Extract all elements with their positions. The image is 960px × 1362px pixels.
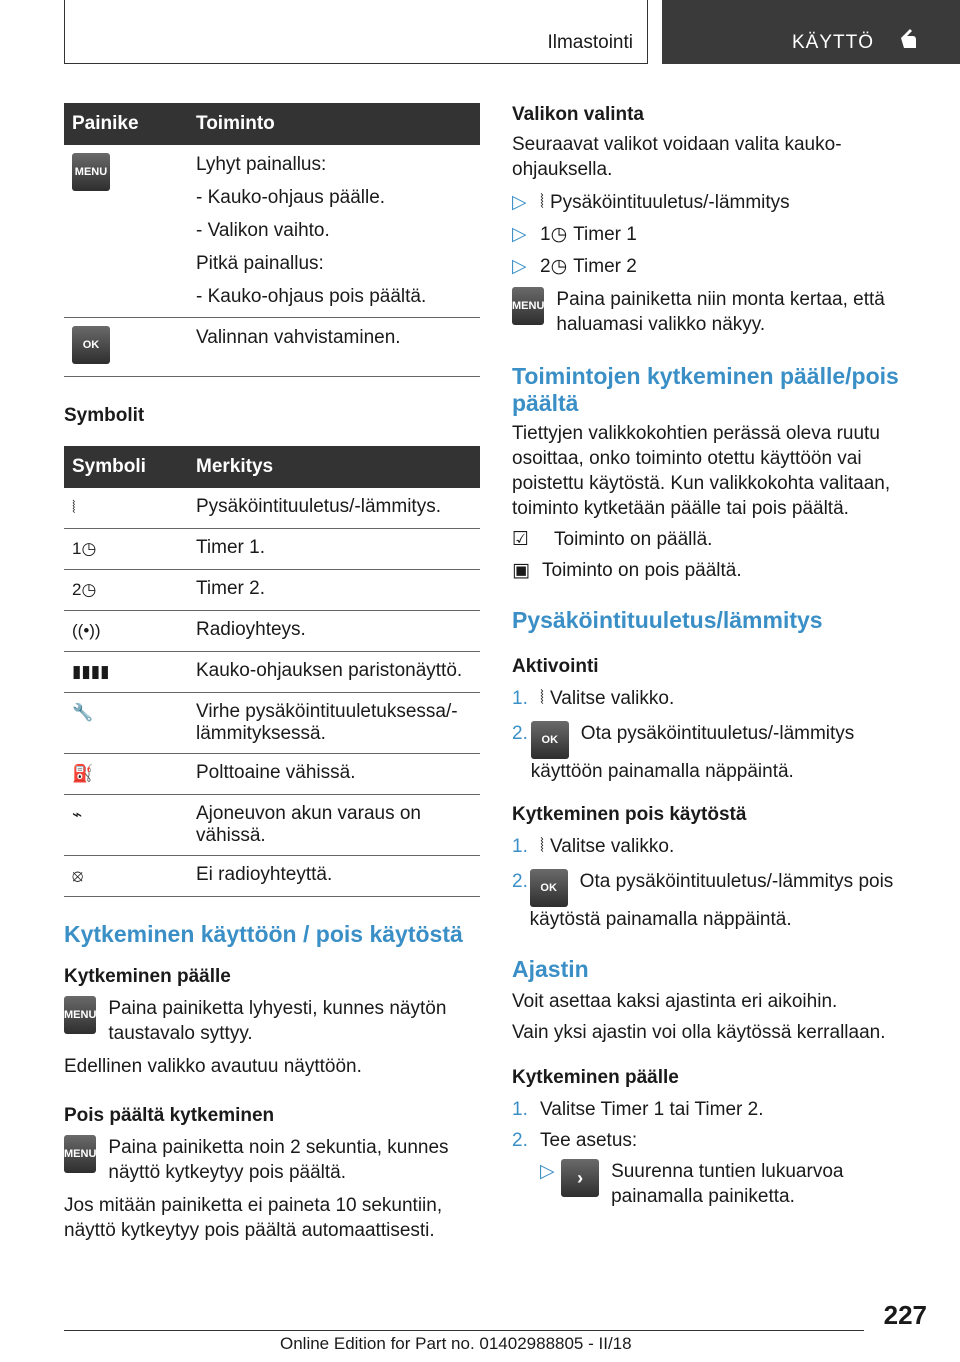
instruction-text: Paina painiketta noin 2 sekuntia, kunnes näyttö kytkeytyy pois päältä. [108,1137,449,1183]
switch-off-heading: Pois päältä kytkeminen [64,1105,275,1126]
left-column [64,103,480,1243]
menu-select-heading: Valikon valinta [512,104,644,125]
ok-button-icon: OK [72,326,110,364]
car-battery-icon: ⌁ [72,805,83,824]
switch-on-heading: Kytkeminen päälle [64,966,231,987]
checkbox-icon: ▣ [512,560,530,581]
table-header: Painike [64,103,196,145]
activation-heading: Aktivointi [512,656,599,677]
table-cell-text: Lyhyt painallus: [196,154,327,175]
table-row [64,856,480,897]
table-row [64,652,480,693]
radio-icon: ((•)) [72,621,101,640]
table-row [64,145,480,318]
table-cell-text: Kauko-ohjauksen paristonäyttö. [196,652,480,693]
table-cell-text: - Kauko-ohjaus pois päältä. [196,286,427,307]
table-row [64,570,480,611]
table-row [64,611,480,652]
deactivation-heading: Kytkeminen pois käytöstä [512,804,747,825]
list-item-text: Timer 1 [573,224,637,245]
timer1-icon: 1◷ [72,539,97,558]
info-text: Seuraavat valikot voidaan valita kauko-ohjauksella. [512,134,842,180]
table-row [64,754,480,795]
chapter-title: KÄYTTÖ [792,32,875,53]
timer2-icon: 2◷ [540,256,568,277]
right-column: Valikon valinta Seuraavat valikot voidaan valita kauko-ohjauksella. ▷ ⦚ Pysäköintituuletus/-lämmitys ▷ 1◷ Timer 1 ▷ 2◷ Timer 2 MENU Paina painiketta niin monta kertaa, että haluamasi valikko näkyy. Toimintojen kytkeminen päälle/pois päältä Tiettyjen valikkokohtien perässä oleva ruutu osoittaa, onko toiminto otettu käyttöön vai poistettu käytöstä. Kun valikkokohta valitaan, toiminto kytketään päälle tai pois päältä. ☑ Toiminto on päällä. ▣ Toiminto on pois päältä. Pysäköintituuletus/lämmitys Aktivointi 1. ⦚ Valitse valikko. 2. OK Ota pysäköintituuletus/-lämmitys käyttöön painamalla näppäintä. Kytkeminen pois käytöstä 1. ⦚ Valitse valikko. 2. OK Ota pysäköintituuletus/-lämmitys pois käytöstä painamalla näppäintä. Ajastin Voit asettaa kaksi ajastinta eri aikoihin. Vain yksi ajastin voi olla käytössä kerrallaan. Kytkeminen päälle 1. Valitse Timer 1 tai Timer 2. 2. Tee asetus: ▷ › Suurenna tuntien lukuarvoa painamalla painiketta. [512,104,928,1209]
heat-icon: ⦚ [540,836,544,857]
menu-button-icon: MENU [512,287,544,325]
section-title: Ilmastointi [547,32,633,53]
table-row [64,693,480,754]
switch-heading: Kytkeminen käyttöön / pois käytöstä [64,921,463,947]
table-cell-text: Polttoaine vähissä. [196,754,480,795]
table-header: Merkitys [196,446,480,488]
timer2-icon: 2◷ [72,580,97,599]
ok-button-icon: OK [530,869,568,907]
menu-button-icon: MENU [72,153,110,191]
info-text: Toiminto on päällä. [554,529,713,550]
heat-icon: ⦚ [72,498,76,517]
header-chapter [662,0,960,64]
table-header: Symboli [64,446,196,488]
info-text: Edellinen valikko avautuu näyttöön. [64,1056,362,1077]
timer1-icon: 1◷ [540,224,568,245]
table-header: Toiminto [196,103,480,145]
table-cell-text: - Kauko-ohjaus päälle. [196,187,386,208]
table-cell-text: - Valikon vaihto. [196,220,330,241]
table-cell-text: Radioyhteys. [196,611,480,652]
list-item: ▷ ⦚ Pysäköintituuletus/-lämmitys [512,192,790,213]
step-text: Ota pysäköintituuletus/-lämmitys pois käytöstä painamalla näppäintä. [529,871,894,930]
table-cell-text: Virhe pysäköintituuletuksessa/-lämmityksessä. [196,693,480,754]
menu-button-icon: MENU [64,1135,96,1173]
table-cell-text: Ei radioyhteyttä. [196,856,480,897]
no-radio-icon: ⦻ [72,866,84,885]
info-text: Tiettyjen valikkokohtien perässä oleva ruutu osoittaa, onko toiminto otettu käyttöön vai poistettu käytöstä. Kun valikkokohta valitaan, toiminto kytketään päälle tai pois päältä. [512,423,891,519]
checkmark-icon: ☑ [512,529,530,550]
table-cell-text: Pitkä painallus: [196,253,324,274]
step-text: Ota pysäköintituuletus/-lämmitys käyttöön painamalla näppäintä. [530,723,855,782]
step-text: Tee asetus: [540,1130,638,1151]
footer-divider [64,1330,864,1331]
table-row [64,795,480,856]
table-row [64,318,480,377]
table-cell-text: Valinnan vahvistaminen. [196,327,401,348]
info-text: Jos mitään painiketta ei paineta 10 sekuntiin, näyttö kytkeytyy pois päältä automaattisesti. [64,1195,443,1241]
instruction-text: Paina painiketta lyhyesti, kunnes näytön taustavalo syttyy. [108,998,447,1044]
function-heading: Toimintojen kytkeminen päälle/pois päältä [512,363,899,416]
edition-text: Online Edition for Part no. 01402988805 - II/18 [280,1334,632,1353]
table-cell-text: Timer 1. [196,529,480,570]
battery-icon: ▮▮▮▮ [72,662,110,681]
pointing-hand-icon [898,26,918,50]
list-item-text: Pysäköintituuletus/-lämmitys [549,192,790,213]
table-cell-text: Pysäköintituuletus/-lämmitys. [196,488,480,529]
symbol-table [64,446,480,897]
info-text: Voit asettaa kaksi ajastinta eri aikoihin. [512,991,838,1012]
table-row [64,488,480,529]
timer-heading: Ajastin [512,956,589,982]
header-section [64,0,648,64]
symbols-heading: Symbolit [64,405,145,426]
table-cell-text: Timer 2. [196,570,480,611]
heat-icon: ⦚ [540,688,544,709]
page-number: 227 [883,1300,927,1330]
heating-heading: Pysäköintituuletus/lämmitys [512,607,823,633]
timer-on-heading: Kytkeminen päälle [512,1067,679,1088]
chevron-right-button-icon: › [561,1159,599,1197]
step-text: Valitse valikko. [549,836,675,857]
wrench-icon: 🔧 [72,703,94,722]
list-item: ▷ 1◷ Timer 1 [512,224,637,245]
button-table [64,103,480,377]
info-text: Toiminto on pois päältä. [542,560,742,581]
instruction-text: Paina painiketta niin monta kertaa, että haluamasi valikko näkyy. [556,289,885,335]
list-item: ▷ 2◷ Timer 2 [512,256,637,277]
info-text: Vain yksi ajastin voi olla käytössä kerrallaan. [512,1022,886,1043]
step-text: Valitse valikko. [549,688,675,709]
table-row [64,529,480,570]
ok-button-icon: OK [531,721,569,759]
heat-icon: ⦚ [540,192,544,213]
menu-button-icon: MENU [64,996,96,1034]
step-text: Suurenna tuntien lukuarvoa painamalla painiketta. [611,1161,844,1207]
list-item-text: Timer 2 [573,256,637,277]
fuel-icon: ⛽ [72,764,94,783]
step-text: Valitse Timer 1 tai Timer 2. [540,1099,764,1120]
table-cell-text: Ajoneuvon akun varaus on vähissä. [196,795,480,856]
